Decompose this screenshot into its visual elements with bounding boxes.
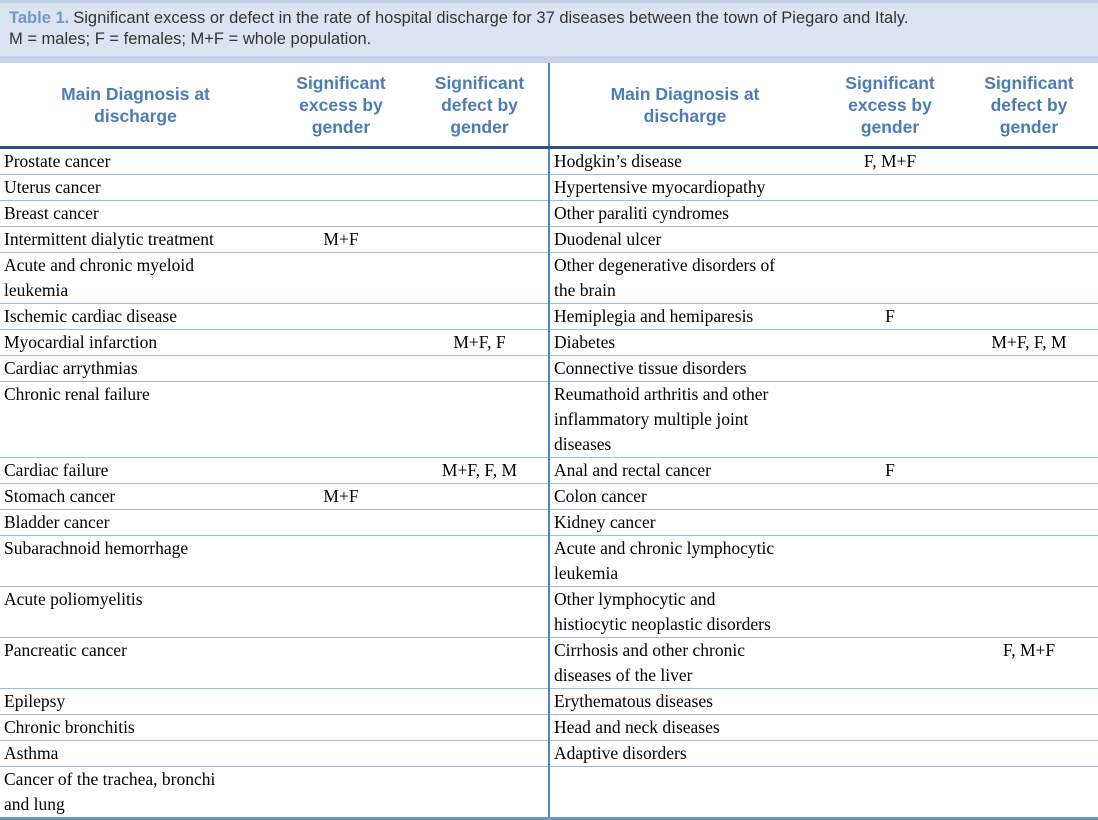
cell-right-defect [960,356,1098,382]
table-row [0,587,1098,638]
cell-left-excess [271,715,411,741]
cell-left-defect [411,536,549,587]
column-header-diagnosis-left [0,63,271,148]
cell-right-excess [820,510,960,536]
cell-right-diagnosis: Head and neck diseases [549,715,820,741]
cell-left-diagnosis: Chronic bronchitis [0,715,271,741]
table-row [0,148,1098,175]
cell-left-diagnosis: Epilepsy [0,689,271,715]
table-row [0,458,1098,484]
cell-left-defect [411,175,549,201]
cell-right-defect [960,715,1098,741]
cell-left-excess [271,458,411,484]
table-row [0,767,1098,819]
cell-right-defect [960,767,1098,819]
cell-right-excess [820,587,960,638]
cell-left-excess: M+F [271,227,411,253]
cell-right-defect [960,227,1098,253]
cell-right-diagnosis: Other lymphocytic and histiocytic neoplastic disorders [549,587,820,638]
table-row [0,253,1098,304]
cell-left-diagnosis: Cardiac failure [0,458,271,484]
cell-left-excess [271,638,411,689]
cell-left-diagnosis: Prostate cancer [0,148,271,175]
cell-right-diagnosis: Acute and chronic lymphocytic leukemia [549,536,820,587]
table-row [0,638,1098,689]
column-header-excess-right [820,63,960,148]
cell-right-diagnosis: Erythematous diseases [549,689,820,715]
cell-right-defect [960,458,1098,484]
cell-right-defect [960,253,1098,304]
cell-right-excess: F [820,458,960,484]
cell-left-defect: M+F, F [411,330,549,356]
cell-right-diagnosis [549,767,820,819]
cell-left-excess [271,767,411,819]
cell-left-diagnosis: Breast cancer [0,201,271,227]
cell-right-excess [820,484,960,510]
cell-right-diagnosis: Kidney cancer [549,510,820,536]
cell-right-defect [960,148,1098,175]
cell-right-diagnosis: Colon cancer [549,484,820,510]
cell-right-excess [820,227,960,253]
cell-left-diagnosis: Myocardial infarction [0,330,271,356]
cell-right-excess [820,253,960,304]
caption-text: Significant excess or defect in the rate of hospital discharge for 37 diseases between the town of Piegaro and Italy. [73,9,909,27]
cell-left-defect [411,767,549,819]
cell-left-diagnosis: Chronic renal failure [0,382,271,458]
table-row [0,484,1098,510]
cell-right-excess [820,767,960,819]
cell-left-excess [271,330,411,356]
cell-right-defect [960,536,1098,587]
cell-left-diagnosis: Acute poliomyelitis [0,587,271,638]
cell-right-diagnosis: Hemiplegia and hemiparesis [549,304,820,330]
cell-left-diagnosis: Bladder cancer [0,510,271,536]
cell-left-diagnosis: Uterus cancer [0,175,271,201]
cell-right-defect [960,510,1098,536]
header-row [0,63,1098,148]
column-header-diagnosis-left-label: Main Diagnosis at discharge [61,83,210,126]
cell-right-diagnosis: Adaptive disorders [549,741,820,767]
cell-right-excess [820,330,960,356]
column-header-excess-left [271,63,411,148]
table-caption [0,0,1098,56]
cell-left-defect [411,715,549,741]
cell-right-diagnosis: Hypertensive myocardiopathy [549,175,820,201]
cell-left-defect [411,484,549,510]
cell-right-excess [820,356,960,382]
cell-left-defect [411,356,549,382]
column-header-diagnosis-right [549,63,820,148]
table-row [0,536,1098,587]
cell-right-defect [960,741,1098,767]
column-header-defect-left-label: Significant defect by gender [434,72,525,137]
table-row [0,330,1098,356]
caption-label: Table 1. [9,9,70,27]
cell-left-defect [411,201,549,227]
table-body [0,148,1098,819]
table-row [0,689,1098,715]
cell-left-diagnosis: Asthma [0,741,271,767]
table-row [0,510,1098,536]
cell-left-defect [411,148,549,175]
cell-right-excess [820,536,960,587]
cell-right-defect [960,689,1098,715]
discharge-table [0,63,1098,820]
cell-left-defect [411,741,549,767]
cell-right-excess [820,382,960,458]
cell-left-defect [411,587,549,638]
table-row [0,356,1098,382]
cell-left-diagnosis: Pancreatic cancer [0,638,271,689]
cell-right-defect [960,201,1098,227]
cell-right-defect [960,484,1098,510]
cell-left-excess [271,304,411,330]
cell-left-excess [271,536,411,587]
table-row [0,201,1098,227]
cell-right-defect: M+F, F, M [960,330,1098,356]
cell-left-defect [411,227,549,253]
table-row [0,715,1098,741]
column-header-excess-left-label: Significant excess by gender [296,72,386,137]
column-header-defect-right-label: Significant defect by gender [984,72,1074,137]
cell-right-diagnosis: Cirrhosis and other chronic diseases of the liver [549,638,820,689]
cell-left-defect [411,382,549,458]
cell-right-excess: F, M+F [820,148,960,175]
cell-right-excess [820,175,960,201]
cell-left-defect: M+F, F, M [411,458,549,484]
cell-left-excess [271,587,411,638]
table-row [0,175,1098,201]
column-header-excess-right-label: Significant excess by gender [845,72,935,137]
cell-right-defect [960,382,1098,458]
cell-left-excess [271,175,411,201]
cell-left-diagnosis: Acute and chronic myeloid leukemia [0,253,271,304]
cell-left-diagnosis: Cardiac arrythmias [0,356,271,382]
cell-right-defect: F, M+F [960,638,1098,689]
cell-left-excess [271,689,411,715]
table-row [0,741,1098,767]
cell-right-diagnosis: Other paraliti cyndromes [549,201,820,227]
cell-left-defect [411,689,549,715]
cell-left-excess [271,356,411,382]
cell-right-diagnosis: Connective tissue disorders [549,356,820,382]
cell-left-excess [271,741,411,767]
cell-left-excess [271,148,411,175]
cell-left-diagnosis: Ischemic cardiac disease [0,304,271,330]
cell-left-diagnosis: Cancer of the trachea, bronchi and lung [4,769,216,814]
column-header-defect-left [411,63,549,148]
cell-left-diagnosis: Stomach cancer [0,484,271,510]
cell-right-diagnosis: Hodgkin’s disease [549,148,820,175]
table-row [0,227,1098,253]
cell-left-defect [411,510,549,536]
cell-left-defect [411,253,549,304]
cell-left-excess: M+F [271,484,411,510]
column-header-diagnosis-right-label: Main Diagnosis at discharge [610,83,760,126]
cell-right-diagnosis: Anal and rectal cancer [549,458,820,484]
cell-left-defect [411,304,549,330]
cell-right-excess [820,741,960,767]
cell-right-defect [960,304,1098,330]
column-header-defect-right [960,63,1098,148]
cell-right-diagnosis: Reumathoid arthritis and other inflammatory multiple joint diseases [549,382,820,458]
cell-right-diagnosis: Diabetes [549,330,820,356]
cell-right-excess [820,689,960,715]
cell-right-defect [960,175,1098,201]
cell-right-excess [820,201,960,227]
cell-left-defect [411,638,549,689]
table-row [0,304,1098,330]
cell-right-excess [820,638,960,689]
cell-left-excess [271,382,411,458]
cell-left-diagnosis: Subarachnoid hemorrhage [0,536,271,587]
cell-right-diagnosis: Other degenerative disorders of the brain [549,253,820,304]
cell-right-excess [820,715,960,741]
cell-left-excess [271,253,411,304]
caption-legend: M = males; F = females; M+F = whole population. [9,30,372,48]
cell-left-excess [271,510,411,536]
cell-right-defect [960,587,1098,638]
cell-right-diagnosis: Duodenal ulcer [549,227,820,253]
caption-divider-band [0,56,1098,63]
cell-left-excess [271,201,411,227]
table-row [0,382,1098,458]
cell-right-excess: F [820,304,960,330]
cell-left-diagnosis: Intermittent dialytic treatment [0,227,271,253]
